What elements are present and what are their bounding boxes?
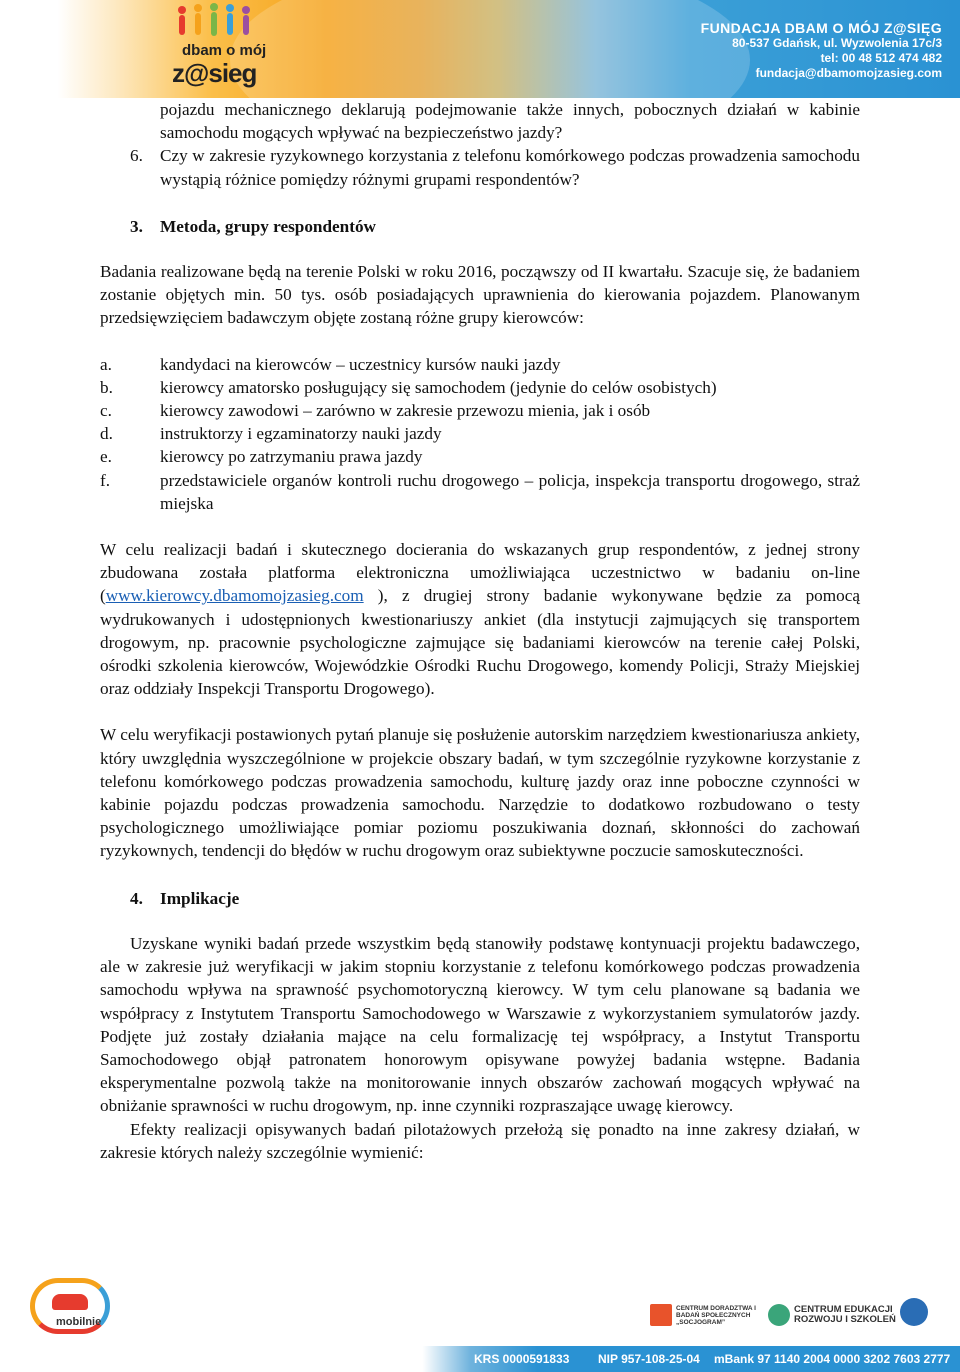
logo-text-top: dbam o mój [182, 42, 267, 59]
section-3-paragraph-3: W celu weryfikacji postawionych pytań planuje się posłużenie autorskim narzędziem kwestionariusza ankiety, który uwzględnia wyszczególnione w projekcie obszary badań, w tym szczególnie ryzykowne korzystanie z telefonu komórkowego podczas prowadzenia samochodu, kulturę jazdy oraz inne poboczne czynności w kabinie pojazdu podczas prowadzenia samochodu. Narzędzie to dodatkowo rozbudowano o testy psychologicznego umożliwiające pomiar poziomu poszukiwania doznań, skłonności do zachowań ryzykownych, tendencji do błędów w ruchu drogowym oraz subiektywne poczucie samoskuteczności. [100, 725, 860, 861]
foundation-name: FUNDACJA DBAM O MÓJ Z@SIĘG [700, 20, 942, 36]
section-number: 4. [130, 888, 143, 908]
section-title: Implikacje [160, 888, 240, 908]
question-number: 6. [130, 146, 143, 166]
emblem-icon [900, 1298, 928, 1326]
people-figures-icon [170, 2, 260, 42]
list-item: b. kierowcy amatorsko posługujący się samochodem (jedynie do celów osobistych) [100, 377, 717, 397]
bank-account: mBank 97 1140 2004 0000 3202 7603 2777 [714, 1352, 951, 1366]
section-3-paragraph-2: W celu realizacji badań i skutecznego docierania do wskazanych grup respondentów, z jednej strony zbudowana została platforma elektroniczna umożliwiająca uczestnictwo w badaniu on-line (www.kierowcy.dbamomojzasieg.com ), z drugiej strony badanie wykonywane będzie za pomocą wydrukowanych i udostępnionych kwestionariuszy ankiet (dla instytucji zajmujących się transportem drogowym, np. pracownie psychologiczne zajmujące się badaniami kierowców na terenie całej Polski, ośrodki szkolenia kierowców, Wojewódzkie Ośrodki Ruchu Drogowego, komendy Policji, Straży Miejskiej oraz oddziały Inspekcji Transportu Drogowego). [100, 540, 860, 699]
survey-platform-link[interactable]: www.kierowcy.dbamomojzasieg.com [105, 586, 364, 606]
list-item: a. kandydaci na kierowców – uczestnicy kursów nauki jazdy [100, 354, 561, 374]
section-4-paragraph-1: Uzyskane wyniki badań przede wszystkim będą stanowiły podstawę kontynuacji projektu badawczego, ale w zakresie już weryfikacji w jakim stopniu korzystanie z telefonu komórkowego podczas prowadzenia samochodu wpływa na sprawność psychomotoryczną kierowcy. W tym celu planowane są badania we współpracy z Instytutem Transportu Samochodowego w Warszawie z wykorzystaniem symulatorów jazdy. Podjęte już zostały działania mające na celu formalizację tej współpracy, a Instytut Transportu Samochodowego objął patronatem honorowym opisywane powyżej badania wstępne. Badania eksperymentalne pozwolą także na monitorowanie innych obszarów zachowań mogących wpływać na obniżanie sprawności w ruchu drogowym, np. inne czynniki rozpraszające uwagę kierowcy. [100, 933, 860, 1116]
respondent-groups-list [100, 353, 860, 515]
education-center-logo: CENTRUM EDUKACJI ROZWOJU I SZKOLEŃ [768, 1304, 896, 1326]
mobilnie-label: mobilnie [56, 1316, 102, 1328]
foundation-email: fundacja@dbamomojzasieg.com [755, 66, 942, 80]
foundation-contact [701, 20, 942, 81]
mobilnie-logo [30, 1278, 120, 1340]
logo-text-bottom: z@sieg [172, 58, 257, 88]
intro-continuation: pojazdu mechanicznego deklarują podejmowanie także innych, pobocznych działań w kabinie samochodu mogących wpływać na bezpieczeństwo jazdy? [160, 100, 860, 143]
socjogram-logo: CENTRUM DORADZTWA I BADAŃ SPOŁECZNYCH „SOCJOGRAM” [650, 1304, 766, 1326]
partner-logos [0, 1278, 960, 1342]
list-item: c. kierowcy zawodowi – zarówno w zakresie przewozu mienia, jak i osób [100, 401, 651, 421]
foundation-logo [150, 2, 270, 94]
section-4-heading [100, 887, 860, 910]
krs-number: KRS 0000591833 [474, 1352, 570, 1366]
registration-footer [0, 1346, 960, 1372]
education-center-icon [768, 1304, 790, 1326]
page-header [0, 0, 960, 98]
foundation-address: 80-537 Gdańsk, ul. Wyzwolenia 17c/3 [732, 36, 942, 50]
list-item: f. przedstawiciele organów kontroli ruchu drogowego – policja, inspekcja transportu drogowego, straż miejska [100, 470, 860, 513]
header-decoration [230, 0, 750, 98]
section-number: 3. [130, 216, 143, 236]
list-item: e. kierowcy po zatrzymaniu prawa jazdy [100, 447, 423, 467]
section-3-heading [100, 215, 860, 238]
section-4-paragraph-2: Efekty realizacji opisywanych badań pilotażowych przełożą się ponadto na inne zakresy działań, w zakresie których należy szczególnie wymienić: [100, 1119, 860, 1162]
section-3-paragraph-1: Badania realizowane będą na terenie Polski w roku 2016, począwszy od II kwartału. Szacuje się, że badaniem zostanie objętych min. 50 tys. osób posiadających uprawnienia do kierowania pojazdem. Planowanym przedsięwzięciem badawczym objęte zostaną różne grupy kierowców: [100, 262, 860, 328]
list-item: d. instruktorzy i egzaminatorzy nauki jazdy [100, 424, 442, 444]
socjogram-icon [650, 1304, 672, 1326]
question-text: Czy w zakresie ryzykownego korzystania z telefonu komórkowego podczas prowadzenia samochodu wystąpią różnice pomiędzy różnymi grupami respondentów? [160, 146, 860, 189]
nip-number: NIP 957-108-25-04 [598, 1352, 700, 1366]
foundation-phone: tel: 00 48 512 474 482 [820, 51, 942, 65]
question-6 [100, 144, 860, 190]
section-title: Metoda, grupy respondentów [160, 216, 376, 236]
car-icon [52, 1294, 88, 1310]
partner-emblem [900, 1298, 932, 1326]
document-body [100, 98, 860, 1164]
